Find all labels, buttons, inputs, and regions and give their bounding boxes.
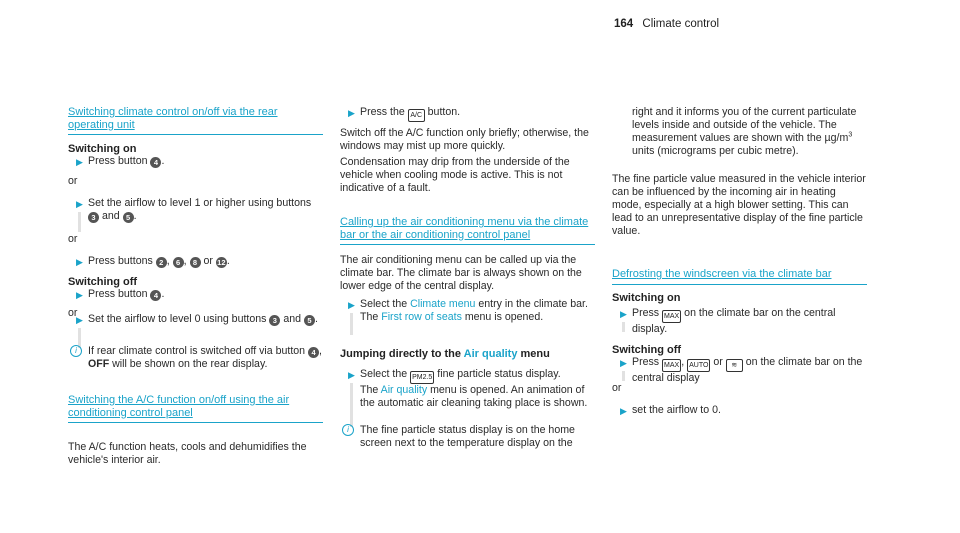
subheading-switching-off: Switching off [68,276,138,288]
page-number: 164 [614,18,634,30]
number-badge: 5 [304,315,315,326]
number-badge: 4 [308,347,319,358]
paragraph-fine-particle-value: The fine particle value measured in the vehicle interior can be influenced by the incoming air in heating mode, especially at a high blower setting. This can lead to an unrepresentative display of the fine particle value. [612,173,866,237]
fine-particle-icon: PM2.5 [410,371,434,384]
step-select-climate-menu: ▶ Select the Climate menu entry in the climate bar. The First row of seats menu is opened. [340,298,595,324]
auto-icon: AUTO [687,359,710,372]
page-header [614,18,719,31]
arrow-icon: ▶ [348,370,355,380]
section-heading-ac-function: Switching the A/C function on/off using the air conditioning control panel [68,394,323,423]
info-icon: i [70,345,82,357]
step-bar [350,313,353,335]
section-heading-defrost: Defrosting the windscreen via the climate bar [612,268,867,285]
step-press-buttons: ▶ Press buttons 2 , 6 , 8 or 12. [76,255,230,267]
defrost-max-icon: MAX [662,359,681,372]
subheading-switching-on: Switching on [612,292,681,304]
number-badge: 12 [217,258,226,267]
or-text: or [68,175,78,187]
info-note-fine-particle: i The fine particle status display is on the home screen next to the temperature display on the [340,424,595,450]
step-bar [622,322,625,332]
arrow-icon: ▶ [620,309,627,319]
info-icon: i [342,424,354,436]
step-bar [350,383,353,427]
paragraph-ac-briefly: Switch off the A/C function only briefly; otherwise, the windows may mist up more quickly. [340,127,589,152]
defrost-max-icon: MAX [662,310,681,323]
or-text: or [612,382,622,394]
number-badge: 2 [156,257,167,268]
or-text: or [68,233,78,245]
number-badge: 5 [123,212,134,223]
arrow-icon: ▶ [620,358,627,368]
step-airflow-level-0: ▶ Set the airflow to level 0 using buttons 3 and 5 . [68,313,323,326]
step-airflow-0: ▶ set the airflow to 0. [620,404,721,416]
first-row-menu-link: First row of seats [381,311,462,323]
step-select-fine-particle: ▶ Select the PM2.5 fine particle status display. The Air quality menu is opened. An animation of the automatic air cleaning taking place is shown. [340,368,595,410]
paragraph-climate-bar: The air conditioning menu can be called up via the climate bar. The climate bar is always shown on the lower edge of the central display. [340,254,582,292]
number-badge: 3 [88,212,99,223]
paragraph-particulate-levels: right and it informs you of the current particulate levels inside and outside of the vehicle. The measurement values are shown with the $\mu g/m^3$ units (micrograms per cubic metre). [632,106,857,157]
step-press-auto-or-fan: ▶ Press MAX , AUTO or ≋ on the climate bar on the central display [620,356,863,384]
number-badge: 8 [190,257,201,268]
step-press-defrost: ▶ Press MAX on the climate bar on the central display. [620,307,836,335]
step-bar [78,212,81,232]
number-badge: 3 [269,315,280,326]
step-press-button-4: ▶ Press button 4 . [76,155,165,167]
paragraph-ac-function: The A/C function heats, cools and dehumidifies the vehicle's interior air. [68,441,307,466]
section-title: Climate control [642,18,720,30]
air-quality-link: Air quality [463,348,518,360]
section-heading-rear-climate: Switching climate control on/off via the rear operating unit [68,106,323,135]
arrow-icon: ▶ [76,315,83,325]
number-badge: 4 [150,157,161,168]
arrow-icon: ▶ [76,290,83,300]
ac-icon: A/C [408,109,425,122]
step-airflow-level-1: ▶ Set the airflow to level 1 or higher using buttons 3 and 5 . [68,197,323,223]
or-text: or [68,307,78,319]
arrow-icon: ▶ [348,300,355,310]
number-badge: 6 [173,257,184,268]
section-heading-ac-menu: Calling up the air conditioning menu via the climate bar or the air conditioning control panel [340,216,595,245]
subheading-switching-on: Switching on [68,143,137,155]
arrow-icon: ▶ [76,157,83,167]
step-press-button-4-off: ▶ Press button 4 . [76,288,165,300]
number-badge: 4 [150,290,161,301]
step-bar [622,371,625,381]
paragraph-condensation: Condensation may drip from the underside of the vehicle when cooling mode is active. This is not indicative of a fault. [340,156,570,194]
arrow-icon: ▶ [620,406,627,416]
fan-icon: ≋ [726,359,743,372]
air-quality-link: Air quality [380,384,428,396]
arrow-icon: ▶ [76,257,83,267]
info-note-rear: i If rear climate control is switched off via button 4 , OFF will be shown on the rear display. [68,345,323,371]
subheading-jump-air-quality: Jumping directly to the Air quality menu [340,348,550,360]
step-press-ac-button: ▶ Press the A/C button. [340,106,595,122]
climate-menu-link: Climate menu [410,298,476,310]
arrow-icon: ▶ [76,199,83,209]
subheading-switching-off: Switching off [612,344,682,356]
arrow-icon: ▶ [348,108,355,118]
